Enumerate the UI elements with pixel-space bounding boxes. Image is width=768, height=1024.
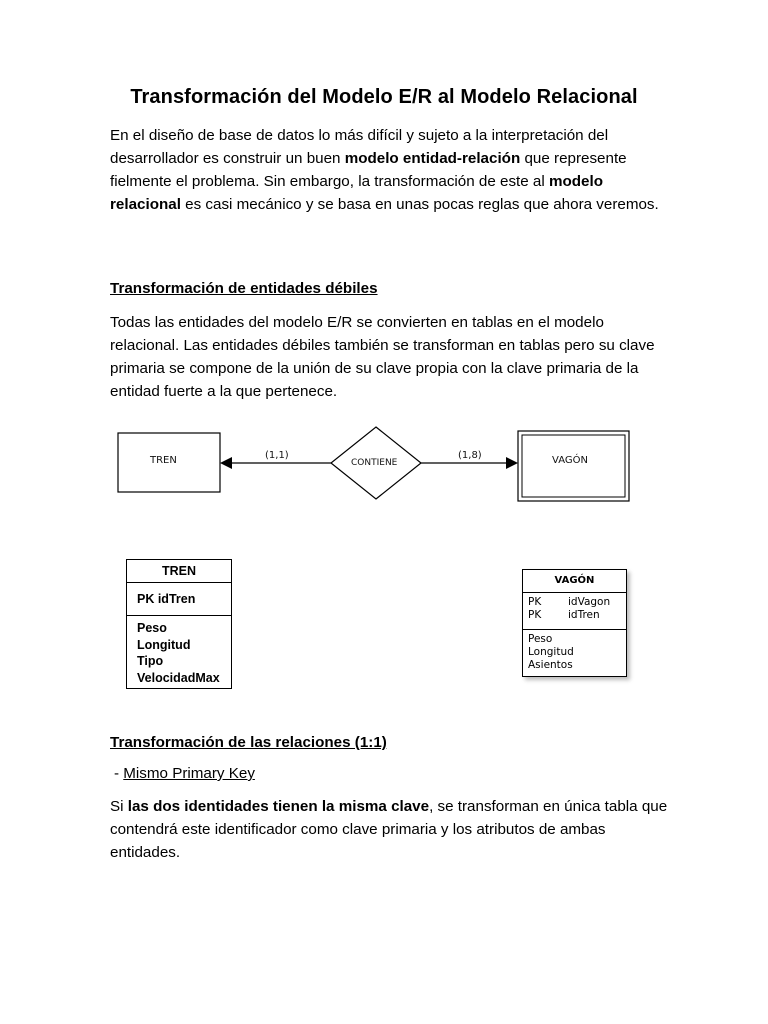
sub-heading-dash: - xyxy=(114,765,124,782)
er-relationship-label: CONTIENE xyxy=(351,458,398,468)
er-diagram xyxy=(110,420,640,520)
table-vagon-attr: Peso xyxy=(528,633,553,645)
intro-text-3: es casi mecánico y se basa en unas pocas reglas que ahora veremos. xyxy=(180,196,659,213)
table-vagon-pk-row xyxy=(528,609,626,622)
er-cardinality-left: (1,1) xyxy=(265,450,289,461)
page-title: Transformación del Modelo E/R al Modelo Relacional xyxy=(130,86,638,108)
intro-bold-1: modelo entidad-relación xyxy=(344,150,521,167)
table-vagon xyxy=(522,569,627,677)
table-tren-attr: Peso xyxy=(137,621,167,635)
pk-field: idTren xyxy=(568,609,600,621)
sub-heading-same-pk xyxy=(114,765,255,782)
pk-key: PK xyxy=(528,609,542,621)
table-tren-attr: Longitud xyxy=(137,637,191,652)
table-vagon-pk-row xyxy=(528,596,626,609)
relations-paragraph xyxy=(110,795,670,864)
table-vagon-attr: Asientos xyxy=(528,659,573,671)
intro-bold-2: modelo relacional xyxy=(110,173,603,213)
pk-key: PK xyxy=(528,596,542,608)
relations-text-1: Si xyxy=(110,798,128,815)
intro-text-1: En el diseño de base de datos lo más difícil y sujeto a la interpretación del desarrollador es construir un buen xyxy=(110,127,609,167)
table-vagon-pk xyxy=(523,593,626,630)
section-heading-weak-entities: Transformación de entidades débiles xyxy=(110,280,378,297)
er-diagram-graphic xyxy=(110,420,640,520)
table-vagon-attr: Longitud xyxy=(528,646,574,658)
er-entity-vagon-label: VAGÓN xyxy=(552,455,588,466)
table-tren-attributes xyxy=(127,616,231,688)
er-entity-vagon-outer-box xyxy=(518,431,629,501)
weak-entities-paragraph: Todas las entidades del modelo E/R se convierten en tablas en el modelo relacional. Las entidades débiles también se transforman en tablas pero su clave primaria se compone de la unión de su clave propia con la clave primaria de la entidad fuerte a la que pertenece. xyxy=(110,314,655,400)
table-tren-attr: VelocidadMax xyxy=(137,670,220,685)
table-tren-pk: PK idTren xyxy=(127,583,231,616)
table-vagon-name: VAGÓN xyxy=(523,570,626,593)
intro-paragraph xyxy=(110,124,670,216)
section-heading-relations-1-1: Transformación de las relaciones (1:1) xyxy=(110,734,387,751)
intro-text-2: que represente fielmente el problema. Sin embargo, la transformación de este al xyxy=(110,150,627,190)
er-entity-tren-label: TREN xyxy=(150,455,177,466)
table-vagon-attributes xyxy=(523,630,626,676)
er-cardinality-right: (1,8) xyxy=(458,450,482,461)
relations-text-2: , se transforman en única tabla que contendrá este identificador como clave primaria y los atributos de ambas entidades. xyxy=(110,798,668,861)
pk-field: idVagon xyxy=(568,596,611,608)
table-tren-attr: Tipo xyxy=(137,654,164,668)
er-arrow-right xyxy=(506,457,518,469)
relations-bold-1: las dos identidades tienen la misma clave xyxy=(127,798,430,815)
table-tren xyxy=(126,559,232,689)
table-tren-name: TREN xyxy=(127,560,231,583)
sub-heading-text: Mismo Primary Key xyxy=(123,765,255,782)
er-arrow-left xyxy=(220,457,232,469)
